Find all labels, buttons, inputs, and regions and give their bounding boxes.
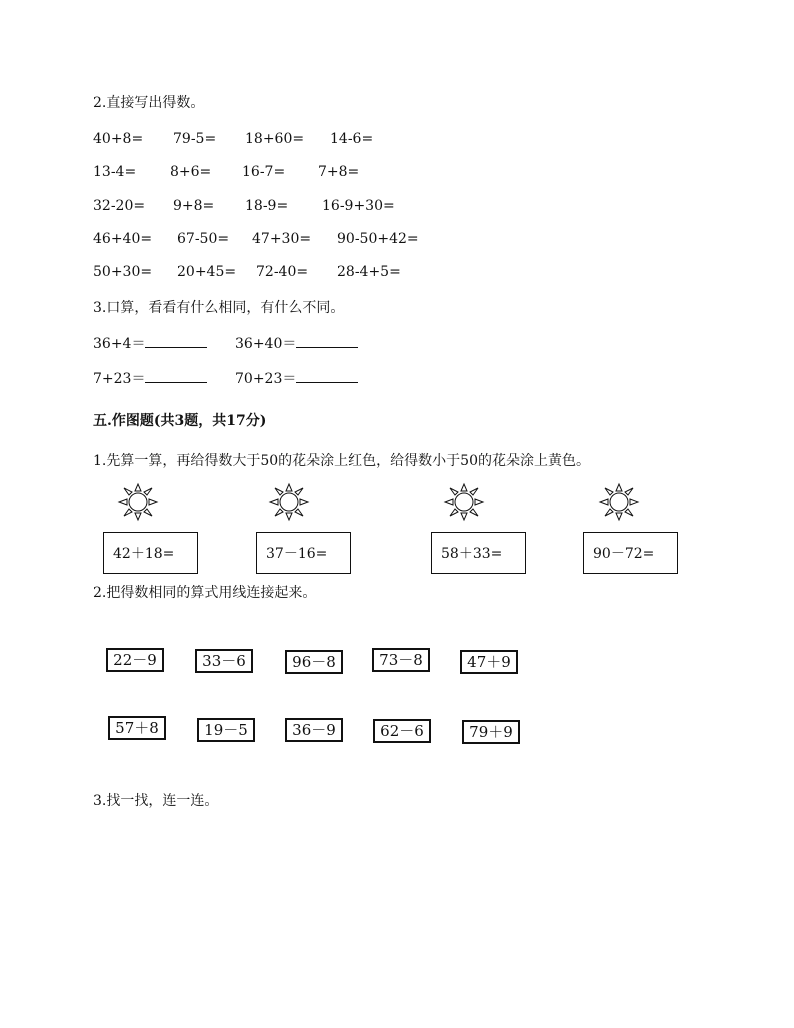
section-5-title: 五.作图题(共3题，共17分) [93, 413, 267, 429]
flower-equation-box [431, 532, 526, 574]
equation: 36+4＝ [93, 336, 146, 352]
answer-blank[interactable] [145, 370, 207, 383]
flower-equation-box [583, 532, 678, 574]
equation: 40+8= [93, 131, 144, 147]
fill-blank-item [235, 335, 358, 353]
equation: 18-9= [245, 198, 289, 214]
sun-flower-icon [441, 481, 487, 523]
match-expression-box[interactable]: 73－8 [372, 648, 430, 672]
section5-question-2-title: 2.把得数相同的算式用线连接起来。 [93, 585, 317, 601]
sun-flower-icon [266, 481, 312, 523]
question-2-title: 2.直接写出得数。 [93, 95, 205, 111]
equation: 50+30= [93, 264, 153, 280]
equation: 8+6= [170, 164, 212, 180]
equation: 36+40＝ [235, 336, 297, 352]
match-expression-box[interactable]: 33－6 [195, 649, 253, 673]
flower-equation-box [103, 532, 198, 574]
equation: 20+45= [177, 264, 237, 280]
equation: 90-50+42= [337, 231, 419, 247]
equation: 9+8= [173, 198, 215, 214]
answer-blank[interactable] [145, 335, 207, 348]
equation: 7+8= [318, 164, 360, 180]
equation: 32-20= [93, 198, 146, 214]
equation: 18+60= [245, 131, 305, 147]
fill-blank-item [235, 370, 358, 388]
equation: 47+30= [252, 231, 312, 247]
equation: 79-5= [173, 131, 217, 147]
match-expression-box[interactable]: 79＋9 [462, 720, 520, 744]
equation: 28-4+5= [337, 264, 401, 280]
equation: 67-50= [177, 231, 230, 247]
equation: 7+23＝ [93, 371, 146, 387]
match-expression-box[interactable]: 62－6 [373, 719, 431, 743]
answer-blank[interactable] [296, 335, 358, 348]
sun-flower-icon [115, 481, 161, 523]
equation: 13-4= [93, 164, 137, 180]
equation: 42＋18= [113, 546, 175, 562]
match-expression-box[interactable]: 22－9 [106, 648, 164, 672]
fill-blank-item [93, 335, 207, 353]
equation: 16-7= [242, 164, 286, 180]
match-expression-box[interactable]: 96－8 [285, 650, 343, 674]
equation: 46+40= [93, 231, 153, 247]
equation: 37－16= [266, 546, 328, 562]
equation: 14-6= [330, 131, 374, 147]
sun-flower-icon [596, 481, 642, 523]
equation: 72-40= [256, 264, 309, 280]
match-expression-box[interactable]: 19－5 [197, 718, 255, 742]
question-3-title: 3.口算，看看有什么相同，有什么不同。 [93, 300, 345, 316]
equation: 90－72= [593, 546, 655, 562]
fill-blank-item [93, 370, 207, 388]
section5-question-3-title: 3.找一找，连一连。 [93, 793, 219, 809]
match-expression-box[interactable]: 36－9 [285, 718, 343, 742]
section5-question-1-title: 1.先算一算，再给得数大于50的花朵涂上红色，给得数小于50的花朵涂上黄色。 [93, 453, 590, 469]
equation: 58＋33= [441, 546, 503, 562]
match-expression-box[interactable]: 57＋8 [108, 716, 166, 740]
flower-equation-box [256, 532, 351, 574]
answer-blank[interactable] [296, 370, 358, 383]
match-expression-box[interactable]: 47＋9 [460, 650, 518, 674]
equation: 70+23＝ [235, 371, 297, 387]
equation: 16-9+30= [322, 198, 395, 214]
